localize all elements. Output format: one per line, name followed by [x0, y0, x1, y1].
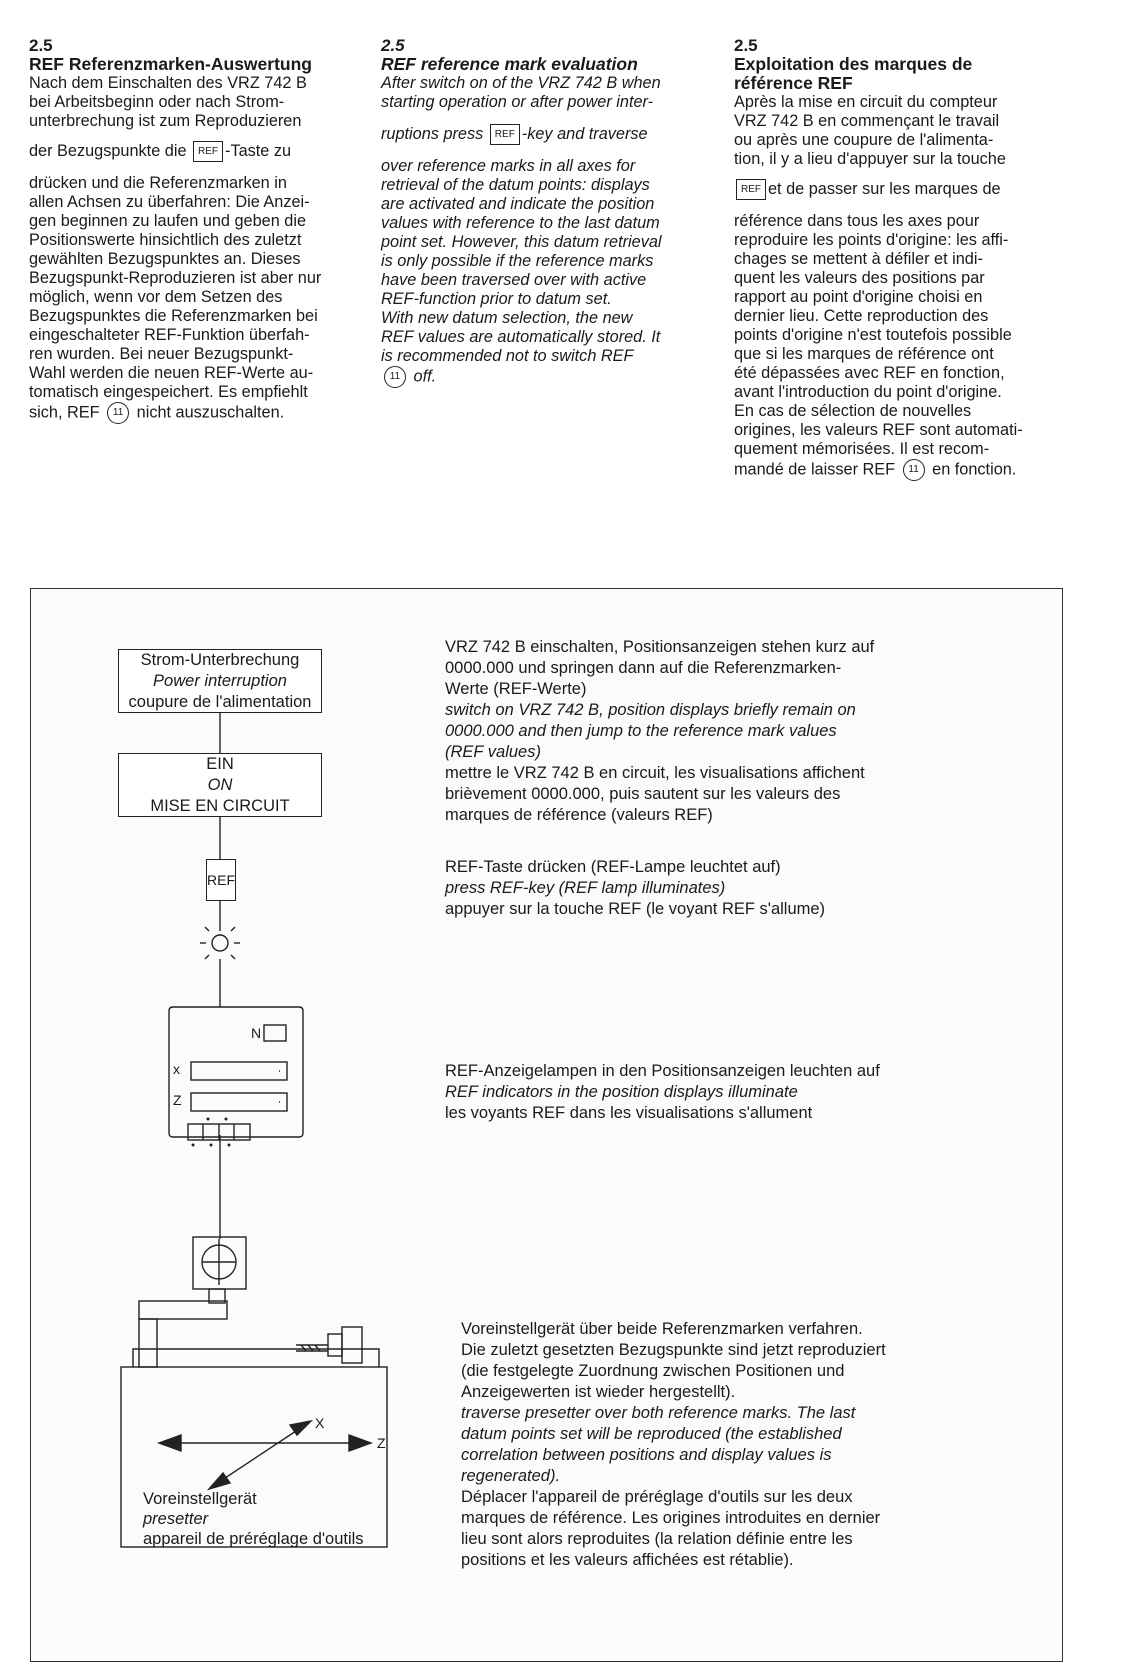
- text-line: REF values are automatically stored. It: [381, 328, 661, 346]
- text-line: values with reference to the last datum: [381, 214, 660, 232]
- arrow-x-down: [209, 1473, 230, 1489]
- section-number: 2.5: [29, 36, 53, 55]
- text-line: traverse presetter over both reference marks. The last: [461, 1404, 856, 1422]
- box-power-interruption: [118, 649, 322, 713]
- text-line: origines, les valeurs REF sont automati-: [734, 421, 1023, 439]
- text-line: is recommended not to switch REF: [381, 347, 634, 365]
- text-line: (die festgelegte Zuordnung zwischen Positionen und: [461, 1362, 845, 1380]
- column-french: [734, 36, 1064, 481]
- text-line: Anzeigewerten ist wieder hergestellt).: [461, 1383, 736, 1401]
- text-line: tion, il y a lieu d'appuyer sur la touche: [734, 150, 1006, 168]
- ref-key-symbol: REF: [736, 179, 766, 200]
- text-line: avant l'introduction du point d'origine.: [734, 383, 1002, 401]
- text-line: marques de référence. Les origines introduites en dernier: [461, 1509, 881, 1527]
- text-line: Positionswerte hinsichtlich des zuletzt: [29, 231, 302, 249]
- section-title: REF Referenzmarken-Auswertung: [29, 54, 312, 74]
- text-fragment: der Bezugspunkte die: [29, 141, 187, 160]
- text-line: unterbrechung ist zum Reproduzieren: [29, 112, 302, 130]
- n-label: N: [251, 1025, 262, 1041]
- arrow-z-label: Z: [377, 1435, 386, 1451]
- text-line: Werte (REF-Werte): [445, 680, 587, 698]
- text-line: möglich, wenn vor dem Setzen des: [29, 288, 283, 306]
- text-line: bei Arbeitsbeginn oder nach Strom-: [29, 93, 285, 111]
- box-switch-on: [118, 753, 322, 817]
- text-line: eingeschalteter REF-Funktion überfah-: [29, 326, 310, 344]
- column-english: [381, 36, 711, 388]
- text-line: positions et les valeurs affichées est rétablie).: [461, 1551, 794, 1569]
- text-line: gewählten Bezugspunktes an. Dieses: [29, 250, 301, 268]
- section-title: Exploitation des marques de: [734, 54, 973, 74]
- lamp-icon: [200, 925, 240, 959]
- text-line: have been traversed over with active: [381, 271, 647, 289]
- ref-key-symbol: REF: [490, 124, 520, 145]
- presetter-label: [143, 1489, 364, 1549]
- step-4-text: [461, 1319, 886, 1571]
- text-line: Après la mise en circuit du compteur: [734, 93, 998, 111]
- text-line: que si les marques de référence ont: [734, 345, 994, 363]
- text-line-with-circle: [734, 459, 1064, 481]
- text-line-with-circle: [29, 402, 359, 424]
- section-number: 2.5: [734, 36, 758, 55]
- step-3-text: [445, 1061, 880, 1124]
- box-text-fr: coupure de l'alimentation: [128, 693, 312, 711]
- z-display: [191, 1093, 287, 1111]
- section-title: REF reference mark evaluation: [381, 54, 638, 74]
- text-fragment: sich, REF: [29, 403, 100, 422]
- text-line: starting operation or after power inter-: [381, 93, 654, 111]
- x-axis-label: x: [173, 1061, 180, 1077]
- text-line: dernier lieu. Cette reproduction des: [734, 307, 989, 325]
- section-title-cont: référence REF: [734, 73, 853, 93]
- text-fragment: off.: [413, 367, 437, 386]
- axis-arrows: [159, 1421, 371, 1489]
- arrow-x-label: X: [315, 1415, 325, 1431]
- text-line: REF indicators in the position displays illuminate: [445, 1083, 798, 1101]
- x-display: [191, 1062, 287, 1080]
- text-line: are activated and indicate the position: [381, 195, 655, 213]
- text-line: correlation between positions and display values is: [461, 1446, 832, 1464]
- text-line: ou après une coupure de l'alimenta-: [734, 131, 994, 149]
- label-en: presetter: [143, 1510, 209, 1528]
- box-text-de: Strom-Unterbrechung: [140, 651, 300, 669]
- text-line: With new datum selection, the new: [381, 309, 633, 327]
- text-line: over reference marks in all axes for: [381, 157, 636, 175]
- arrow-z-left: [159, 1435, 181, 1451]
- text-line: brièvement 0000.000, puis sautent sur les valeurs des: [445, 785, 841, 803]
- arrow-z-right: [349, 1435, 371, 1451]
- text-line: Wahl werden die neuen REF-Werte au-: [29, 364, 314, 382]
- position-display-unit: [169, 1007, 303, 1140]
- text-line-with-circle: [381, 366, 711, 388]
- label-fr: appareil de préréglage d'outils: [143, 1530, 364, 1548]
- text-line: REF-Anzeigelampen in den Positionsanzeigen leuchten auf: [445, 1062, 880, 1080]
- text-line: VRZ 742 B einschalten, Positionsanzeigen stehen kurz auf: [445, 638, 875, 656]
- text-line: press REF-key (REF lamp illuminates): [445, 879, 726, 897]
- text-line: En cas de sélection de nouvelles: [734, 402, 972, 420]
- text-line: Déplacer l'appareil de préréglage d'outils sur les deux: [461, 1488, 853, 1506]
- ref-key-diagram: REF: [206, 859, 236, 901]
- text-line: gen beginnen zu laufen und geben die: [29, 212, 307, 230]
- text-fragment: et de passer sur les marques de: [768, 179, 1001, 198]
- text-line: quent les valeurs des positions par: [734, 269, 985, 287]
- text-fragment: en fonction.: [932, 460, 1017, 479]
- box-text-fr: MISE EN CIRCUIT: [150, 797, 290, 815]
- text-line: Die zuletzt gesetzten Bezugspunkte sind jetzt reproduziert: [461, 1341, 886, 1359]
- text-line: 0000.000 and then jump to the reference mark values: [445, 722, 837, 740]
- text-line: ren wurden. Bei neuer Bezugspunkt-: [29, 345, 294, 363]
- section-number: 2.5: [381, 36, 405, 55]
- text-line: 0000.000 und springen dann auf die Referenzmarken-: [445, 659, 842, 677]
- text-fragment: -key and traverse: [521, 124, 648, 143]
- text-line-with-key: [381, 124, 711, 145]
- procedure-diagram: [30, 588, 1063, 1662]
- circled-number-11: 11: [107, 402, 129, 424]
- text-fragment: nicht auszuschalten.: [136, 403, 285, 422]
- text-line: chages se mettent à défiler et indi-: [734, 250, 983, 268]
- text-line-with-key: [734, 179, 1064, 200]
- text-line: point set. However, this datum retrieval: [381, 233, 662, 251]
- text-line: reproduire les points d'origine: les affi-: [734, 231, 1009, 249]
- text-fragment: ruptions press: [381, 124, 484, 143]
- step-1-text: [445, 637, 874, 826]
- text-line: été dépassées avec REF en fonction,: [734, 364, 1005, 382]
- text-line: is only possible if the reference marks: [381, 252, 654, 270]
- text-line: (REF values): [445, 743, 541, 761]
- text-line: switch on VRZ 742 B, position displays briefly remain on: [445, 701, 856, 719]
- text-fragment: mandé de laisser REF: [734, 460, 896, 479]
- box-text-en: Power interruption: [153, 672, 287, 690]
- text-line-with-key: [29, 141, 359, 162]
- text-line: Nach dem Einschalten des VRZ 742 B: [29, 74, 307, 92]
- text-line: After switch on of the VRZ 742 B when: [381, 74, 661, 92]
- text-line: Voreinstellgerät über beide Referenzmarken verfahren.: [461, 1320, 863, 1338]
- text-line: datum points set will be reproduced (the established: [461, 1425, 842, 1443]
- text-line: lieu sont alors reproduites (la relation définie entre les: [461, 1530, 853, 1548]
- text-line: drücken und die Referenzmarken in: [29, 174, 287, 192]
- circled-number-11: 11: [384, 366, 406, 388]
- step-2-text: [445, 857, 825, 920]
- ref-key-symbol: REF: [193, 141, 223, 162]
- text-line: allen Achsen zu überfahren: Die Anzei-: [29, 193, 310, 211]
- text-line: points d'origine n'est toutefois possible: [734, 326, 1012, 344]
- text-line: retrieval of the datum points: displays: [381, 176, 650, 194]
- text-line: mettre le VRZ 742 B en circuit, les visualisations affichent: [445, 764, 865, 782]
- text-line: les voyants REF dans les visualisations s'allument: [445, 1104, 813, 1122]
- text-line: Bezugspunkt-Reproduzieren ist aber nur: [29, 269, 322, 287]
- text-line: appuyer sur la touche REF (le voyant REF s'allume): [445, 900, 826, 918]
- text-line: marques de référence (valeurs REF): [445, 806, 713, 824]
- box-text-de: EIN: [206, 755, 234, 773]
- text-line: REF-function prior to datum set.: [381, 290, 612, 308]
- text-line: quement mémorisées. Il est recom-: [734, 440, 990, 458]
- label-de: Voreinstellgerät: [143, 1490, 257, 1508]
- column-german: [29, 36, 359, 424]
- text-line: Bezugspunktes die Referenzmarken bei: [29, 307, 318, 325]
- text-line: tomatisch eingespeichert. Es empfiehlt: [29, 383, 308, 401]
- circled-number-11: 11: [903, 459, 925, 481]
- box-text-en: ON: [207, 776, 233, 794]
- z-axis-label: Z: [173, 1092, 182, 1108]
- text-line: rapport au point d'origine choisi en: [734, 288, 983, 306]
- text-line: VRZ 742 B en commençant le travail: [734, 112, 1000, 130]
- text-line: référence dans tous les axes pour: [734, 212, 980, 230]
- text-line: REF-Taste drücken (REF-Lampe leuchtet auf): [445, 858, 781, 876]
- text-fragment: -Taste zu: [225, 141, 292, 160]
- n-indicator: [264, 1025, 286, 1041]
- sensor-head: [193, 1237, 246, 1303]
- text-line: regenerated).: [461, 1467, 561, 1485]
